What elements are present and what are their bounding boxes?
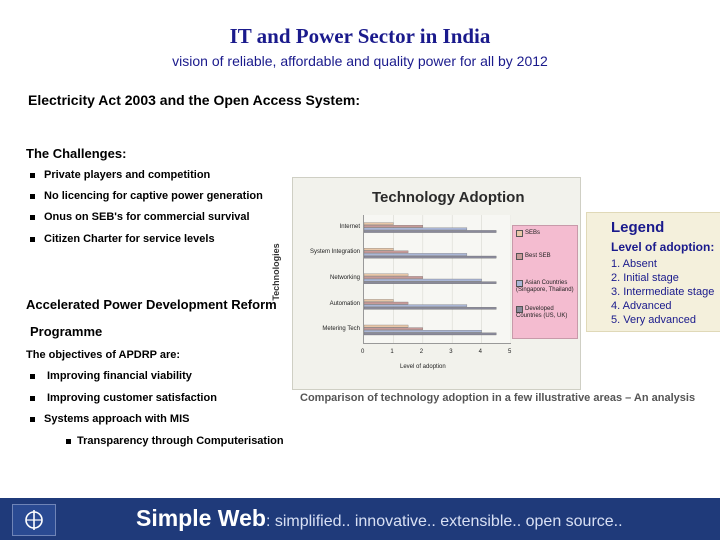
- adoption-level: 3. Intermediate stage: [611, 286, 715, 298]
- chart-legend-entry: [516, 253, 574, 260]
- chart-x-tick-label: 0: [361, 349, 365, 355]
- chart-bar: [364, 225, 423, 227]
- chart-bar: [364, 256, 496, 258]
- chart-bar: [364, 328, 423, 330]
- section-heading: Electricity Act 2003 and the Open Access System:: [28, 92, 360, 108]
- bullet-icon: [30, 173, 35, 178]
- chart-bars: [364, 215, 511, 343]
- challenge-item: Private players and competition: [30, 169, 210, 181]
- challenge-item: No licencing for captive power generation: [30, 190, 263, 202]
- chart-category-label: Metering Tech: [322, 326, 360, 333]
- legend-swatch: [516, 230, 523, 237]
- chart-x-tick-label: 1: [390, 349, 394, 355]
- objective-item: Improving customer satisfaction: [30, 392, 217, 404]
- chart-bar: [364, 279, 482, 281]
- objectives-label: The objectives of APDRP are:: [26, 349, 181, 361]
- chart-x-tick-label: 4: [478, 349, 482, 355]
- chart-legend-entry: [516, 306, 574, 320]
- chart-x-tick-label: 3: [449, 349, 453, 355]
- page-title: IT and Power Sector in India: [229, 24, 491, 48]
- chart-bar: [364, 333, 496, 335]
- chart-category-label: Automation: [329, 300, 360, 307]
- legend-label: Developed Countries (US, UK): [516, 306, 568, 319]
- footer-tagline: : simplified.. innovative.. extensible.. open source..: [265, 513, 623, 530]
- adoption-level: 1. Absent: [611, 258, 657, 270]
- chart-legend-entry: [516, 280, 574, 294]
- sub-objective-item: Transparency through Computerisation: [66, 435, 284, 447]
- chart-bar: [364, 228, 467, 230]
- bullet-icon: [30, 215, 35, 220]
- adoption-level: 5. Very advanced: [611, 314, 697, 326]
- chart-bar: [364, 307, 496, 309]
- adoption-legend-heading: Legend: [611, 219, 665, 236]
- chart-x-tick-label: 2: [419, 349, 424, 355]
- legend-label: Asian Countries (Singapore, Thailand): [516, 280, 574, 293]
- chart-category-label: Internet: [339, 223, 360, 230]
- adoption-level: 4. Advanced: [611, 300, 672, 312]
- chart-legend: [512, 225, 578, 339]
- chart-bar: [364, 282, 496, 284]
- chart-caption: Comparison of technology adoption in a few illustrative areas – An analysis: [300, 392, 696, 404]
- chart-bar: [364, 302, 408, 304]
- bullet-icon: [30, 194, 35, 199]
- chart-bar: [364, 251, 408, 253]
- bullet-icon: [66, 439, 71, 444]
- bullet-icon: [30, 374, 35, 379]
- objective-item: Improving financial viability: [30, 370, 192, 382]
- chart-bar: [364, 305, 467, 307]
- legend-label: SEBs: [525, 230, 541, 236]
- chart-x-tick-label: 5: [508, 349, 512, 355]
- chart-y-axis-title: Technologies: [271, 243, 281, 301]
- chart-title: Technology Adoption: [372, 189, 525, 206]
- legend-swatch: [516, 280, 523, 287]
- simpleweb-logo-icon: [12, 504, 56, 536]
- chart-category-label: Networking: [329, 275, 360, 281]
- legend-swatch: [516, 306, 523, 313]
- objective-item: Systems approach with MIS: [30, 413, 189, 425]
- chart-category-label: System Integration: [309, 249, 360, 256]
- chart-bar: [364, 274, 408, 276]
- challenge-item: Citizen Charter for service levels: [30, 233, 215, 245]
- chart-x-axis-title: Level of adoption: [400, 364, 446, 370]
- challenges-heading: The Challenges:: [26, 146, 127, 161]
- apdrp-heading-continued: Programme: [30, 324, 103, 339]
- chart-plot-area: [363, 215, 511, 344]
- chart-bar: [364, 299, 393, 301]
- bullet-icon: [30, 417, 35, 422]
- chart-bar: [364, 248, 393, 250]
- adoption-level-legend: [586, 212, 720, 332]
- chart-bar: [364, 223, 393, 225]
- page-subtitle: vision of reliable, affordable and quality power for all by 2012: [172, 53, 548, 69]
- footer-brand: Simple Web: simplified.. innovative.. extensible.. open source..: [136, 505, 623, 531]
- adoption-legend-subheading: Level of adoption:: [611, 240, 715, 254]
- legend-swatch: [516, 253, 523, 260]
- chart-bar: [364, 325, 408, 327]
- chart-bar: [364, 276, 423, 278]
- chart-legend-entry: [516, 230, 574, 237]
- adoption-level: 2. Initial stage: [611, 272, 679, 284]
- challenge-item: Onus on SEB's for commercial survival: [30, 211, 250, 223]
- simpleweb-logo-glyph: [13, 505, 55, 535]
- chart-bar: [364, 253, 467, 255]
- legend-label: Best SEB: [525, 253, 551, 259]
- bullet-icon: [30, 396, 35, 401]
- apdrp-heading: Accelerated Power Development Reform: [26, 297, 277, 312]
- chart-bar: [364, 330, 482, 332]
- bullet-icon: [30, 237, 35, 242]
- chart-bar: [364, 230, 496, 232]
